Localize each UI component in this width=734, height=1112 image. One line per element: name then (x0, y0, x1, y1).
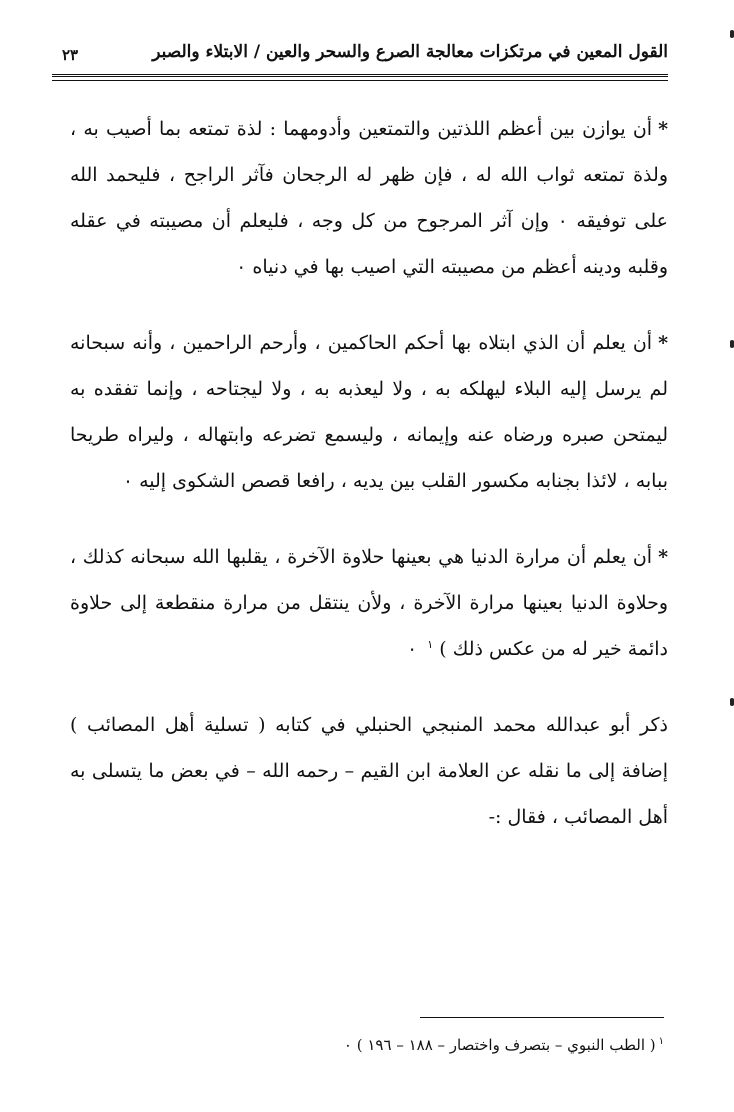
binding-mark (730, 698, 734, 706)
sentence-end: ٠ (407, 638, 418, 660)
paragraph-2 (70, 320, 668, 504)
footnote-text: ( الطب النبوي – بتصرف واختصار – ١٨٨ – ١٩٦ ) ٠ (343, 1036, 656, 1054)
paragraph-text: ذكر أبو عبدالله محمد المنبجي الحنبلي في كتابه ( تسلية أهل المصائب ) إضافة إلى ما نقله عن العلامة ابن القيم – رحمه الله – في بعض ما يتسلى به أهل المصائب ، فقال :- (70, 714, 668, 828)
bullet-star: * (658, 332, 668, 354)
paragraph-text: أن يعلم أن مرارة الدنيا هي بعينها حلاوة الآخرة ، يقلبها الله سبحانه كذلك ، وحلاوة الدنيا بعينها مرارة الآخرة ، ولأن ينتقل من مرارة منقطعة إلى حلاوة دائمة خير له من عكس ذلك ) (70, 546, 668, 660)
paragraph-4 (70, 702, 668, 840)
header-divider (52, 74, 668, 81)
running-title: القول المعين في مرتكزات معالجة الصرع والسحر والعين / الابتلاء والصبر (152, 42, 668, 62)
footnote-divider (420, 1017, 664, 1018)
page-header (52, 38, 668, 78)
paragraph-text: أن يوازن بين أعظم اللذتين والتمتعين وأدومهما : لذة تمتعه بما أصيب به ، ولذة تمتعه ثواب الله له ، فإن ظهر له الرجحان فآثر الراجح ، فليحمد الله على توفيقه ٠ وإن آثر المرجوح من كل وجه ، فليعلم أن مصيبته في عقله وقلبه ودينه أعظم من مصيبته التي اصيب بها في دنياه ٠ (70, 118, 668, 278)
binding-mark (730, 340, 734, 348)
paragraph-text: أن يعلم أن الذي ابتلاه بها أحكم الحاكمين ، وأرحم الراحمين ، وأنه سبحانه لم يرسل إليه البلاء ليهلكه به ، ولا ليعذبه به ، ولا ليجتاحه ، وإنما تفقده به ليمتحن صبره ورضاه عنه وإيمانه ، وليسمع تضرعه وابتهاله ، وليراه طريحا ببابه ، لائذا بجنابه مكسور القلب بين يديه ، رافعا قصص الشكوى إليه ٠ (70, 332, 668, 492)
body-text (70, 106, 668, 840)
footnote (344, 1036, 664, 1054)
page-number: ٢٣ (62, 46, 79, 64)
paragraph-1 (70, 106, 668, 290)
footnote-reference[interactable]: ١ (427, 637, 434, 651)
binding-mark (730, 30, 734, 38)
bullet-star: * (658, 546, 668, 568)
paragraph-3 (70, 534, 668, 672)
footnote-number: ١ (658, 1036, 664, 1047)
bullet-star: * (658, 118, 668, 140)
